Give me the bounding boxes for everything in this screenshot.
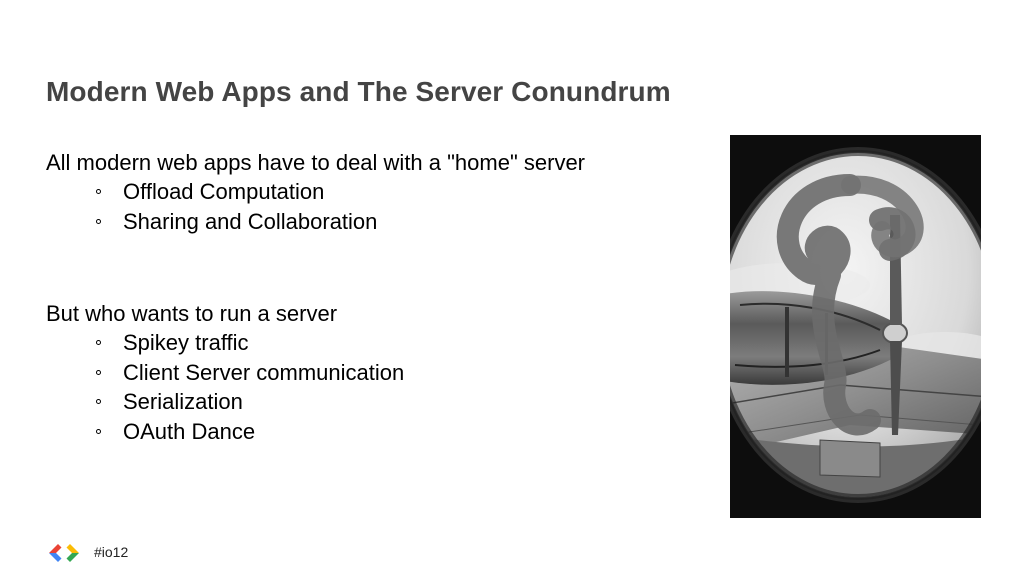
section-run-server [46,299,726,446]
hollow-bullet-icon [96,219,101,224]
bullet-text: Sharing and Collaboration [123,208,378,234]
footer-hashtag: #io12 [94,544,129,560]
airplane-propeller-photo [730,135,981,518]
bullet-text: Client Server communication [123,359,405,385]
bullet-item [46,387,726,417]
bullet-item [46,417,726,447]
hollow-bullet-icon [96,399,101,404]
photo-illustration [730,135,981,518]
bullet-item [46,177,726,207]
bullet-text: Offload Computation [123,179,325,204]
google-developers-logo-icon [47,540,81,571]
section-lead: All modern web apps have to deal with a "home" server [46,150,586,175]
bullet-text: OAuth Dance [123,418,256,444]
bullet-text: Spikey traffic [123,330,249,355]
bullet-item [46,328,726,358]
slide-content [46,148,726,446]
bullet-item [46,207,726,237]
bullet-text: Serialization [123,389,243,414]
bullet-list [46,328,726,446]
slide-title: Modern Web Apps and The Server Conundrum [46,76,671,107]
hollow-bullet-icon [96,429,101,434]
hollow-bullet-icon [96,189,101,194]
bullet-list [46,177,726,236]
hollow-bullet-icon [96,370,101,375]
section-lead: But who wants to run a server [46,301,338,326]
section-home-server [46,148,726,236]
hollow-bullet-icon [96,340,101,345]
bullet-item [46,358,726,388]
